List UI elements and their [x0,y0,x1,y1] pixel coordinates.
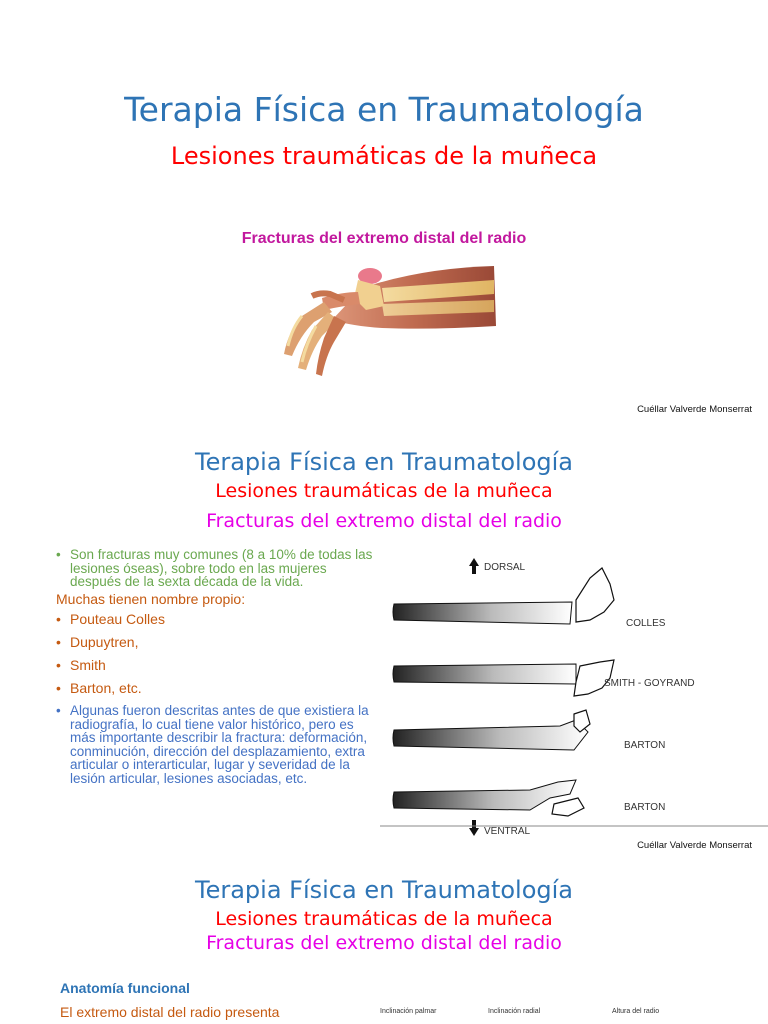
bullet-description: • Algunas fueron descritas antes de que existiera la radiografía, lo cual tiene valor histórico, pero es más importante describir la fractura: deformación, conminución, dirección del desplazamiento, extra articular o interarticular, lugar y severidad de la lesión articular, lesiones asociadas, etc. [56,704,374,785]
author-credit: Cuéllar Valverde Monserrat [637,840,752,851]
bullet-name: • Pouteau Colles [56,612,374,627]
fracture-types-diagram [380,554,768,837]
fracture-text-list [56,548,374,789]
barton-label-2: BARTON [624,802,666,813]
bullet-incidence: • Son fracturas muy comunes (8 a 10% de todas las lesiones óseas), sobre todo en las mujeres después de la sexta década de la vida. [56,548,374,589]
slide-2 [0,420,768,860]
ventral-label: VENTRAL [484,826,531,837]
figure-label: Inclinación radial [488,1008,541,1015]
names-intro: Muchas tienen nombre propio: [56,590,246,607]
colles-fracture [393,568,614,624]
barton-dorsal-fracture [393,710,590,750]
slide-subtitle: Lesiones traumáticas de la muñeca [170,142,598,170]
slide-3 [0,860,768,1024]
bullet-name: • Smith [56,658,374,673]
colles-label: COLLES [626,618,666,629]
smith-goyrand-fracture [393,660,614,696]
barton-volar-fracture [393,780,584,816]
section-heading: Anatomía funcional [60,980,190,996]
author-credit: Cuéllar Valverde Monserrat [637,404,752,415]
bullet-name: • Barton, etc. [56,681,374,696]
ventral-arrow-icon [469,820,479,836]
dorsal-label: DORSAL [484,562,526,573]
slide-title: Terapia Física en Traumatología [195,876,573,904]
section-title: Fracturas del extremo distal del radio [206,510,562,532]
smith-goyrand-label: SMITH - GOYRAND [604,678,695,689]
slide-1 [0,0,768,420]
slide-subtitle: Lesiones traumáticas de la muñeca [215,480,553,502]
figure-label: Inclinación palmar [380,1008,437,1015]
slide-title: Terapia Física en Traumatología [195,448,573,476]
dorsal-arrow-icon [469,558,479,574]
barton-label-1: BARTON [624,740,666,751]
slide-title: Terapia Física en Traumatología [124,90,644,129]
bullet-name: • Dupuytren, [56,635,374,650]
section-title: Fracturas del extremo distal del radio [241,230,527,247]
section-title: Fracturas del extremo distal del radio [206,932,562,954]
wrist-fracture-illustration [262,258,498,380]
slide-subtitle: Lesiones traumáticas de la muñeca [215,908,553,930]
figure-label: Altura del radio [612,1008,660,1015]
anatomy-text: El extremo distal del radio presenta [60,1004,280,1020]
